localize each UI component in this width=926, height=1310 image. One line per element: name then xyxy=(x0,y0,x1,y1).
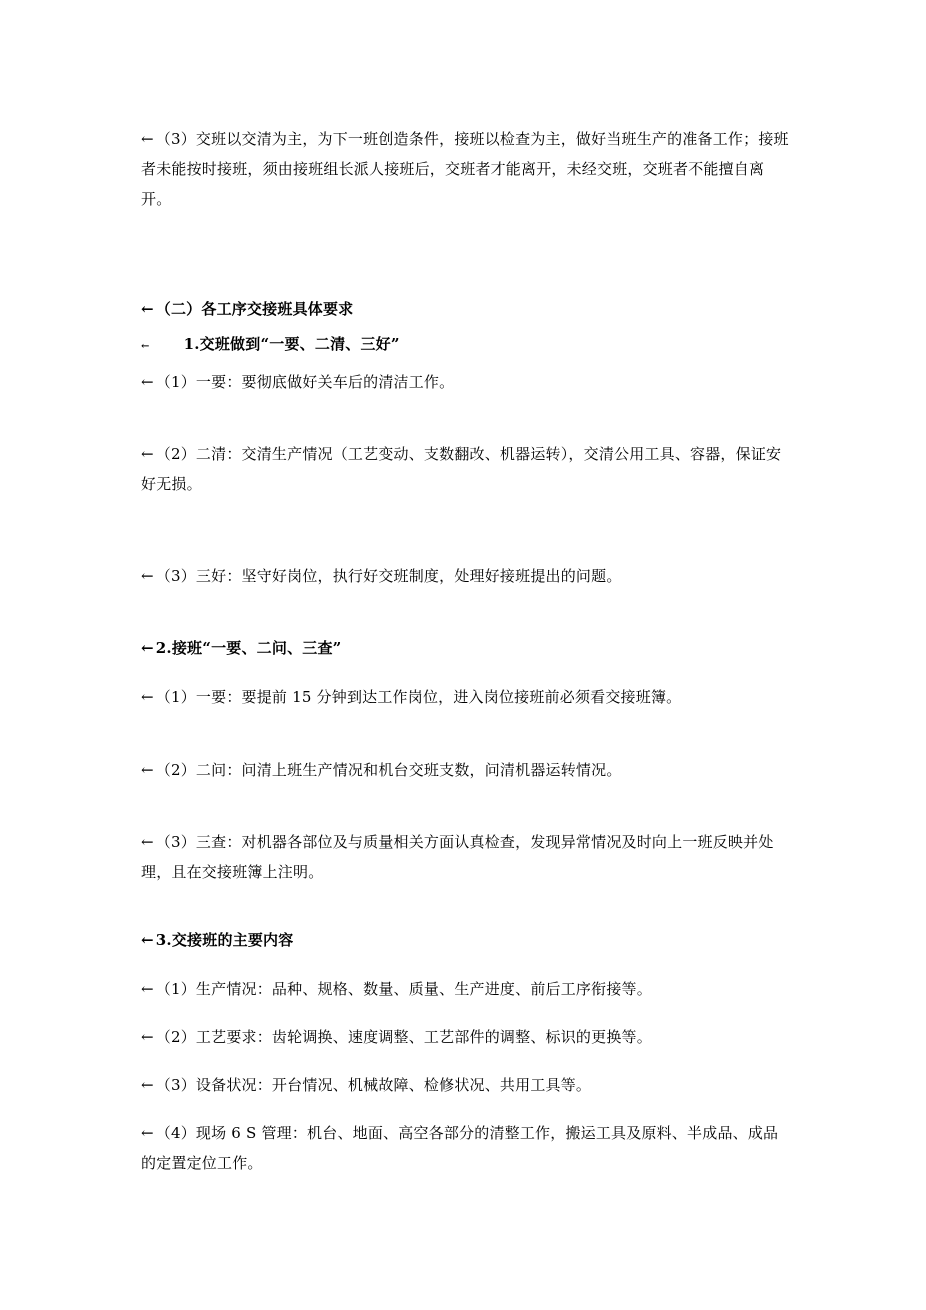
paragraph-text: （4）现场 6 S 管理：机台、地面、高空各部分的清整工作，搬运工具及原料、半成品、成品的定置定位工作。 xyxy=(141,1124,779,1172)
subheading-main-content xyxy=(141,925,793,955)
paragraph-text: （3）三好：坚守好岗位，执行好交班制度，处理好接班提出的问题。 xyxy=(155,567,622,585)
heading-text: 1.交班做到“一要、二清、三好” xyxy=(183,335,400,353)
paragraph-mark-icon: ← xyxy=(141,1124,154,1142)
paragraph-text: （2）工艺要求：齿轮调换、速度调整、工艺部件的调整、标识的更换等。 xyxy=(155,1028,652,1046)
paragraph-mark-icon: ← xyxy=(141,130,154,148)
paragraph-handover-principle xyxy=(141,124,793,214)
paragraph-text: （1）一要：要提前 15 分钟到达工作岗位，进入岗位接班前必须看交接班簿。 xyxy=(155,688,682,706)
paragraph-text: （2）二问：问清上班生产情况和机台交班支数，问清机器运转情况。 xyxy=(155,761,622,779)
paragraph-text: （3）设备状况：开台情况、机械故障、检修状况、共用工具等。 xyxy=(155,1076,592,1094)
paragraph-text: （3）三查：对机器各部位及与质量相关方面认真检查，发现异常情况及时向上一班反映并处理，且在交接班簿上注明。 xyxy=(141,833,774,881)
paragraph-mark-icon: ← xyxy=(141,980,154,998)
paragraph-mark-icon: ← xyxy=(141,341,150,352)
paragraph-mark-icon: ← xyxy=(141,373,154,391)
paragraph-mark-icon: ← xyxy=(141,445,154,463)
heading-text: 3.交接班的主要内容 xyxy=(155,931,294,949)
subheading-takeover xyxy=(141,633,793,663)
paragraph-mark-icon: ← xyxy=(141,1028,154,1046)
paragraph-item xyxy=(141,561,793,591)
paragraph-text: （1）生产情况：品种、规格、数量、质量、生产进度、前后工序衔接等。 xyxy=(155,980,652,998)
paragraph-mark-icon: ← xyxy=(141,567,154,585)
paragraph-item xyxy=(141,1070,793,1100)
paragraph-mark-icon: ← xyxy=(141,931,154,949)
paragraph-text: （2）二清：交清生产情况（工艺变动、支数翻改、机器运转），交清公用工具、容器，保证安好无损。 xyxy=(141,445,782,493)
paragraph-item xyxy=(141,439,793,499)
heading-text: 2.接班“一要、二问、三查” xyxy=(155,639,342,657)
section-heading xyxy=(141,294,793,324)
paragraph-item xyxy=(141,1118,793,1178)
paragraph-item xyxy=(141,682,793,712)
paragraph-text: （3）交班以交清为主，为下一班创造条件，接班以检查为主，做好当班生产的准备工作；接班者未能按时接班，须由接班组长派人接班后，交班者才能离开，未经交班，交班者不能擅自离开。 xyxy=(141,130,789,208)
paragraph-item xyxy=(141,367,793,397)
subheading-handover xyxy=(141,329,793,362)
paragraph-mark-icon: ← xyxy=(141,761,154,779)
paragraph-item xyxy=(141,1022,793,1052)
paragraph-mark-icon: ← xyxy=(141,300,154,318)
paragraph-mark-icon: ← xyxy=(141,833,154,851)
paragraph-item xyxy=(141,974,793,1004)
paragraph-mark-icon: ← xyxy=(141,639,154,657)
heading-text: （二）各工序交接班具体要求 xyxy=(155,300,354,318)
paragraph-item xyxy=(141,755,793,785)
paragraph-item xyxy=(141,827,793,887)
paragraph-mark-icon: ← xyxy=(141,688,154,706)
paragraph-mark-icon: ← xyxy=(141,1076,154,1094)
paragraph-text: （1）一要：要彻底做好关车后的清洁工作。 xyxy=(155,373,455,391)
